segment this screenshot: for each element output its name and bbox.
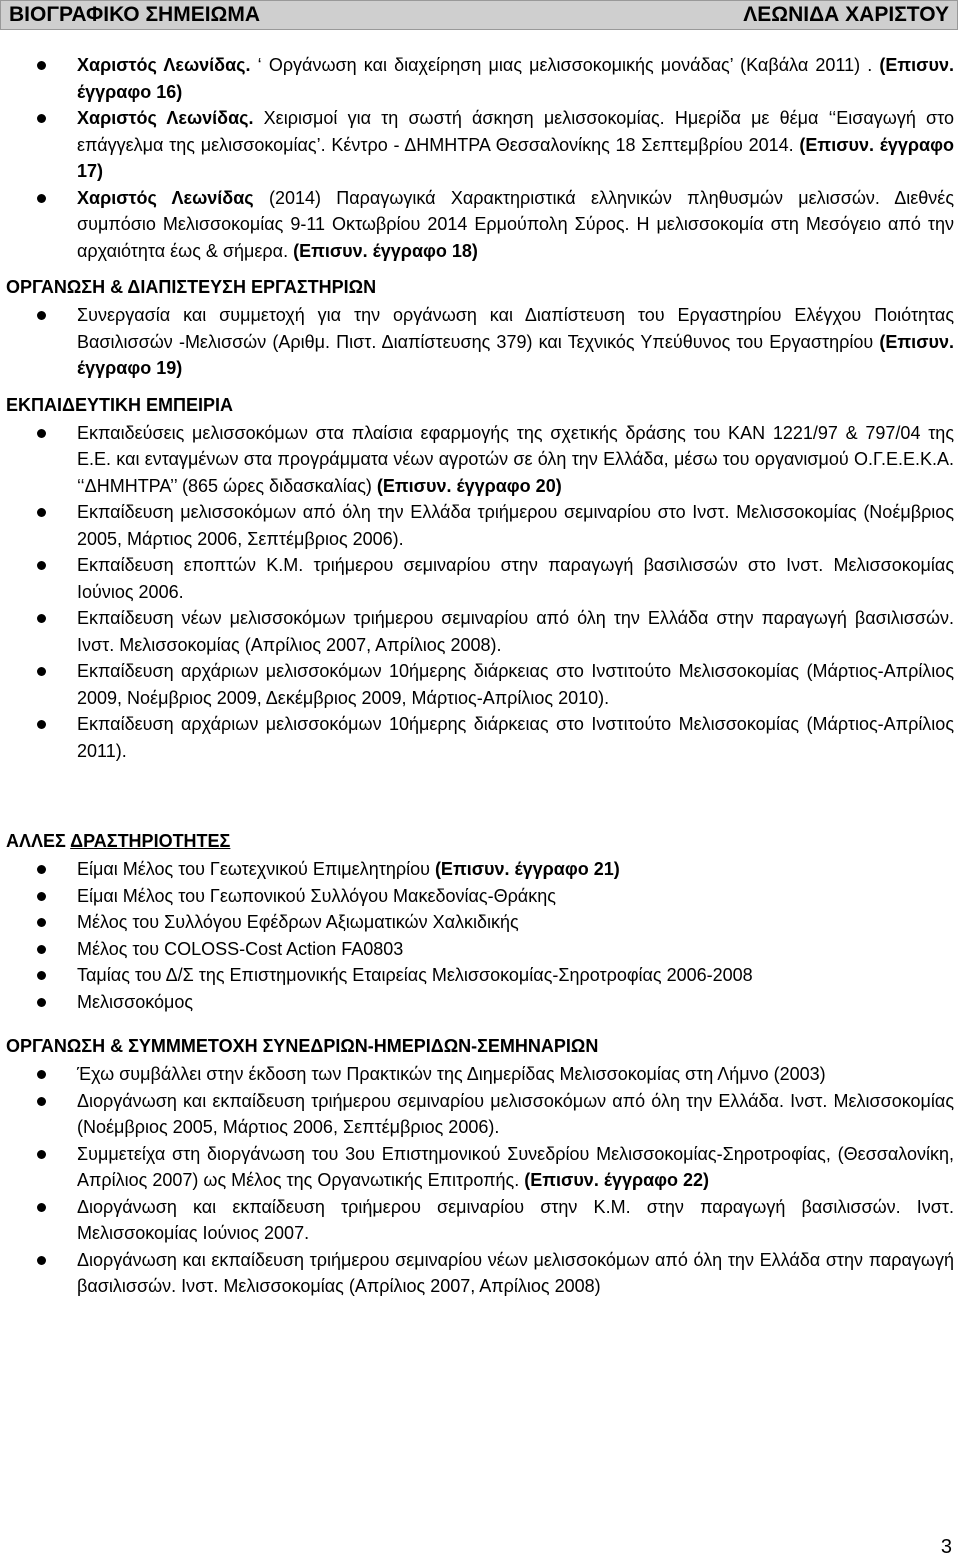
attachment-ref: (Επισυν. έγγραφο 16) bbox=[77, 55, 954, 102]
item-text: Μέλος του COLOSS-Cost Action FA0803 bbox=[77, 938, 404, 959]
list-item bbox=[0, 1061, 960, 1088]
bullet-icon bbox=[37, 429, 46, 438]
author-name: Χαριστός Λεωνίδας. bbox=[77, 55, 251, 75]
bullet-icon bbox=[37, 1097, 46, 1106]
list-item bbox=[0, 856, 960, 883]
attachment-ref: (Επισυν. έγγραφο 21) bbox=[429, 859, 620, 879]
teaching-experience-list bbox=[0, 420, 960, 765]
item-text: Μελισσοκόμος bbox=[77, 991, 194, 1012]
list-item bbox=[0, 105, 960, 185]
list-item bbox=[0, 909, 960, 936]
item-text: Συμμετείχα στη διοργάνωση του 3ου Επιστημονικού Συνεδρίου Μελισσοκομίας-Σηροτροφίας, (Θεσσαλονίκη, Απρίλιος 2007) ως Μέλος της Οργανωτικής Επιτροπής. bbox=[77, 1143, 954, 1190]
bullet-icon bbox=[37, 614, 46, 623]
bullet-icon bbox=[37, 61, 46, 70]
item-text: Διοργάνωση και εκπαίδευση τριήμερου σεμιναρίου στην Κ.Μ. στην παραγωγή βασιλισσών. Ινστ. Μελισσοκομίας Ιούνιος 2007. bbox=[77, 1196, 954, 1243]
list-item bbox=[0, 302, 960, 382]
attachment-ref: (Επισυν. έγγραφο 17) bbox=[77, 134, 954, 181]
bullet-icon bbox=[37, 1070, 46, 1079]
item-text: Είμαι Μέλος του Γεωτεχνικού Επιμελητηρίου bbox=[77, 859, 430, 879]
list-item bbox=[0, 1247, 960, 1300]
list-item bbox=[0, 552, 960, 605]
list-item bbox=[0, 989, 960, 1016]
list-item bbox=[0, 658, 960, 711]
bullet-icon bbox=[37, 508, 46, 517]
lab-accreditation-list bbox=[0, 302, 960, 382]
item-text: Έχω συμβάλλει στην έκδοση των Πρακτικών της Διημερίδας Μελισσοκομίας στη Λήμνο (2003) bbox=[77, 1064, 826, 1084]
document-body bbox=[0, 52, 960, 1300]
item-text: Εκπαίδευση εποπτών Κ.Μ. τριήμερου σεμιναρίου στην παραγωγή βασιλισσών στο Ινστ. Μελισσοκομίας Ιούνιος 2006. bbox=[77, 555, 954, 602]
item-text: (2014) Παραγωγικά Χαρακτηριστικά ελληνικών πληθυσμών μελισσών. Διεθνές συμπόσιο Μελισσοκομίας 9-11 Οκτωβρίου 2014 Ερμούπολη Σύρος. Η μελισσοκομία στη Μεσόγειο από την αρχαιότητα έως & σήμερα. bbox=[77, 187, 954, 261]
list-item bbox=[0, 499, 960, 552]
item-text: Εκπαίδευση νέων μελισσοκόμων τριήμερου σεμιναρίου από όλη την Ελλάδα στην παραγωγή βασιλισσών. Ινστ. Μελισσοκομίας (Απρίλιος 2007, Απρίλιος 2008). bbox=[77, 608, 954, 655]
bullet-icon bbox=[37, 918, 46, 927]
attachment-ref: (Επισυν. έγγραφο 20) bbox=[371, 475, 562, 496]
section-title bbox=[6, 826, 960, 856]
bullet-icon bbox=[37, 865, 46, 874]
item-text: Μέλος του Συλλόγου Εφέδρων Αξιωματικών Χαλκιδικής bbox=[77, 912, 519, 932]
bullet-icon bbox=[37, 1150, 46, 1159]
conferences-list bbox=[0, 1061, 960, 1300]
bullet-icon bbox=[37, 114, 46, 123]
list-item bbox=[0, 420, 960, 500]
attachment-ref: (Επισυν. έγγραφο 22) bbox=[519, 1170, 710, 1190]
bullet-icon bbox=[37, 945, 46, 954]
list-item bbox=[0, 605, 960, 658]
section-title-prefix: ΑΛΛΕΣ bbox=[6, 831, 71, 851]
section-title-underlined: ΔΡΑΣΤΗΡΙΟΤΗΤΕΣ bbox=[70, 831, 231, 851]
item-text: Χειρισμοί για τη σωστή άσκηση μελισσοκομίας. Ημερίδα με θέμα ‘‘Εισαγωγή στο επάγγελμα της μελισσοκομίας’. Κέντρο - ΔΗΜΗΤΡΑ Θεσσαλονίκης 18 Σεπτεμβρίου 2014. bbox=[77, 108, 954, 155]
bullet-icon bbox=[37, 561, 46, 570]
page-number: 3 bbox=[940, 1536, 952, 1558]
list-item bbox=[0, 711, 960, 764]
section-title: ΟΡΓΑΝΩΣΗ & ΣΥΜΜΜΕΤΟΧΗ ΣΥΝΕΔΡΙΩΝ-ΗΜΕΡΙΔΩΝ-ΣΕΜΗΝΑΡΙΩΝ bbox=[6, 1036, 599, 1056]
author-name: Χαριστός Λεωνίδας bbox=[77, 187, 254, 208]
attachment-ref: (Επισυν. έγγραφο 18) bbox=[288, 240, 478, 261]
item-text: Ταμίας του Δ/Σ της Επιστημονικής Εταιρείας Μελισσοκομίας-Σηροτροφίας 2006-2008 bbox=[77, 965, 753, 985]
bullet-icon bbox=[37, 998, 46, 1007]
item-text: Εκπαίδευση μελισσοκόμων από όλη την Ελλάδα τριήμερου σεμιναρίου στο Ινστ. Μελισσοκομίας (Νοέμβριος 2005, Μάρτιος 2006, Σεπτέμβριος 2006). bbox=[77, 502, 954, 549]
bullet-icon bbox=[37, 1256, 46, 1265]
item-text: Διοργάνωση και εκπαίδευση τριήμερου σεμιναρίου μελισσοκόμων από όλη την Ελλάδα. Ινστ. Μελισσοκομίας (Νοέμβριος 2005, Μάρτιος 2006, Σεπτέμβριος 2006). bbox=[77, 1090, 954, 1137]
item-text: ‘ Οργάνωση και διαχείρηση μιας μελισσοκομικής μονάδας’ (Καβάλα 2011) . bbox=[250, 55, 873, 75]
item-text: Εκπαίδευση αρχάριων μελισσοκόμων 10ήμερης διάρκειας στο Ινστιτούτο Μελισσοκομίας (Μάρτιος-Απρίλιος 2009, Νοέμβριος 2009, Δεκέμβριος 2009, Μάρτιος-Απρίλιος 2010). bbox=[77, 661, 954, 708]
other-activities-list bbox=[0, 856, 960, 1015]
section-title: ΟΡΓΑΝΩΣΗ & ΔΙΑΠΙΣΤΕΥΣΗ ΕΡΓΑΣΤΗΡΙΩΝ bbox=[6, 277, 377, 297]
bullet-icon bbox=[37, 720, 46, 729]
list-item bbox=[0, 962, 960, 989]
list-item bbox=[0, 936, 960, 963]
section-title: ΕΚΠΑΙΔΕΥΤΙΚΗ ΕΜΠΕΙΡΙΑ bbox=[6, 394, 233, 415]
list-item bbox=[0, 185, 960, 265]
author-name: Χαριστός Λεωνίδας. bbox=[77, 108, 254, 128]
item-text: Εκπαίδευση αρχάριων μελισσοκόμων 10ήμερης διάρκειας στο Ινστιτούτο Μελισσοκομίας (Μάρτιος-Απρίλιος 2011). bbox=[77, 714, 954, 761]
publications-list bbox=[0, 52, 960, 264]
header-title-right: ΛΕΩΝΙΔΑ ΧΑΡΙΣΤΟΥ bbox=[743, 3, 949, 26]
item-text: Είμαι Μέλος του Γεωπονικού Συλλόγου Μακεδονίας-Θράκης bbox=[77, 885, 556, 906]
item-text: Διοργάνωση και εκπαίδευση τριήμερου σεμιναρίου νέων μελισσοκόμων από όλη την Ελλάδα στην παραγωγή βασιλισσών. Ινστ. Μελισσοκομίας (Απρίλιος 2007, Απρίλιος 2008) bbox=[77, 1249, 954, 1296]
item-text: Συνεργασία και συμμετοχή για την οργάνωση και Διαπίστευση του Εργαστηρίου Ελέγχου Ποιότητας Βασιλισσών -Μελισσών (Αριθμ. Πιστ. Διαπίστευσης 379) και Τεχνικός Υπεύθυνος του Εργαστηρίου bbox=[77, 305, 954, 352]
list-item bbox=[0, 883, 960, 910]
attachment-ref: (Επισυν. έγγραφο 19) bbox=[77, 331, 954, 378]
bullet-icon bbox=[37, 971, 46, 980]
header-title-left: ΒΙΟΓΡΑΦΙΚΟ ΣΗΜΕΙΩΜΑ bbox=[9, 3, 261, 26]
list-item bbox=[0, 1141, 960, 1194]
list-item bbox=[0, 1088, 960, 1141]
list-item bbox=[0, 1194, 960, 1247]
document-header bbox=[0, 0, 958, 30]
item-text: Εκπαιδεύσεις μελισσοκόμων στα πλαίσια εφαρμογής της σχετικής δράσης του ΚΑΝ 1221/97 & 797/04 της Ε.Ε. και ενταγμένων στα προγράμματα νέων αγροτών σε όλη την Ελλάδα, μέσω του οργανισμού Ο.Γ.Ε.Ε.Κ.Α. ‘‘ΔΗΜΗΤΡΑ’’ (865 ώρες διδασκαλίας) bbox=[77, 422, 954, 496]
bullet-icon bbox=[37, 892, 46, 901]
bullet-icon bbox=[37, 311, 46, 320]
bullet-icon bbox=[37, 667, 46, 676]
list-item bbox=[0, 52, 960, 105]
bullet-icon bbox=[37, 1203, 46, 1212]
bullet-icon bbox=[37, 194, 46, 203]
